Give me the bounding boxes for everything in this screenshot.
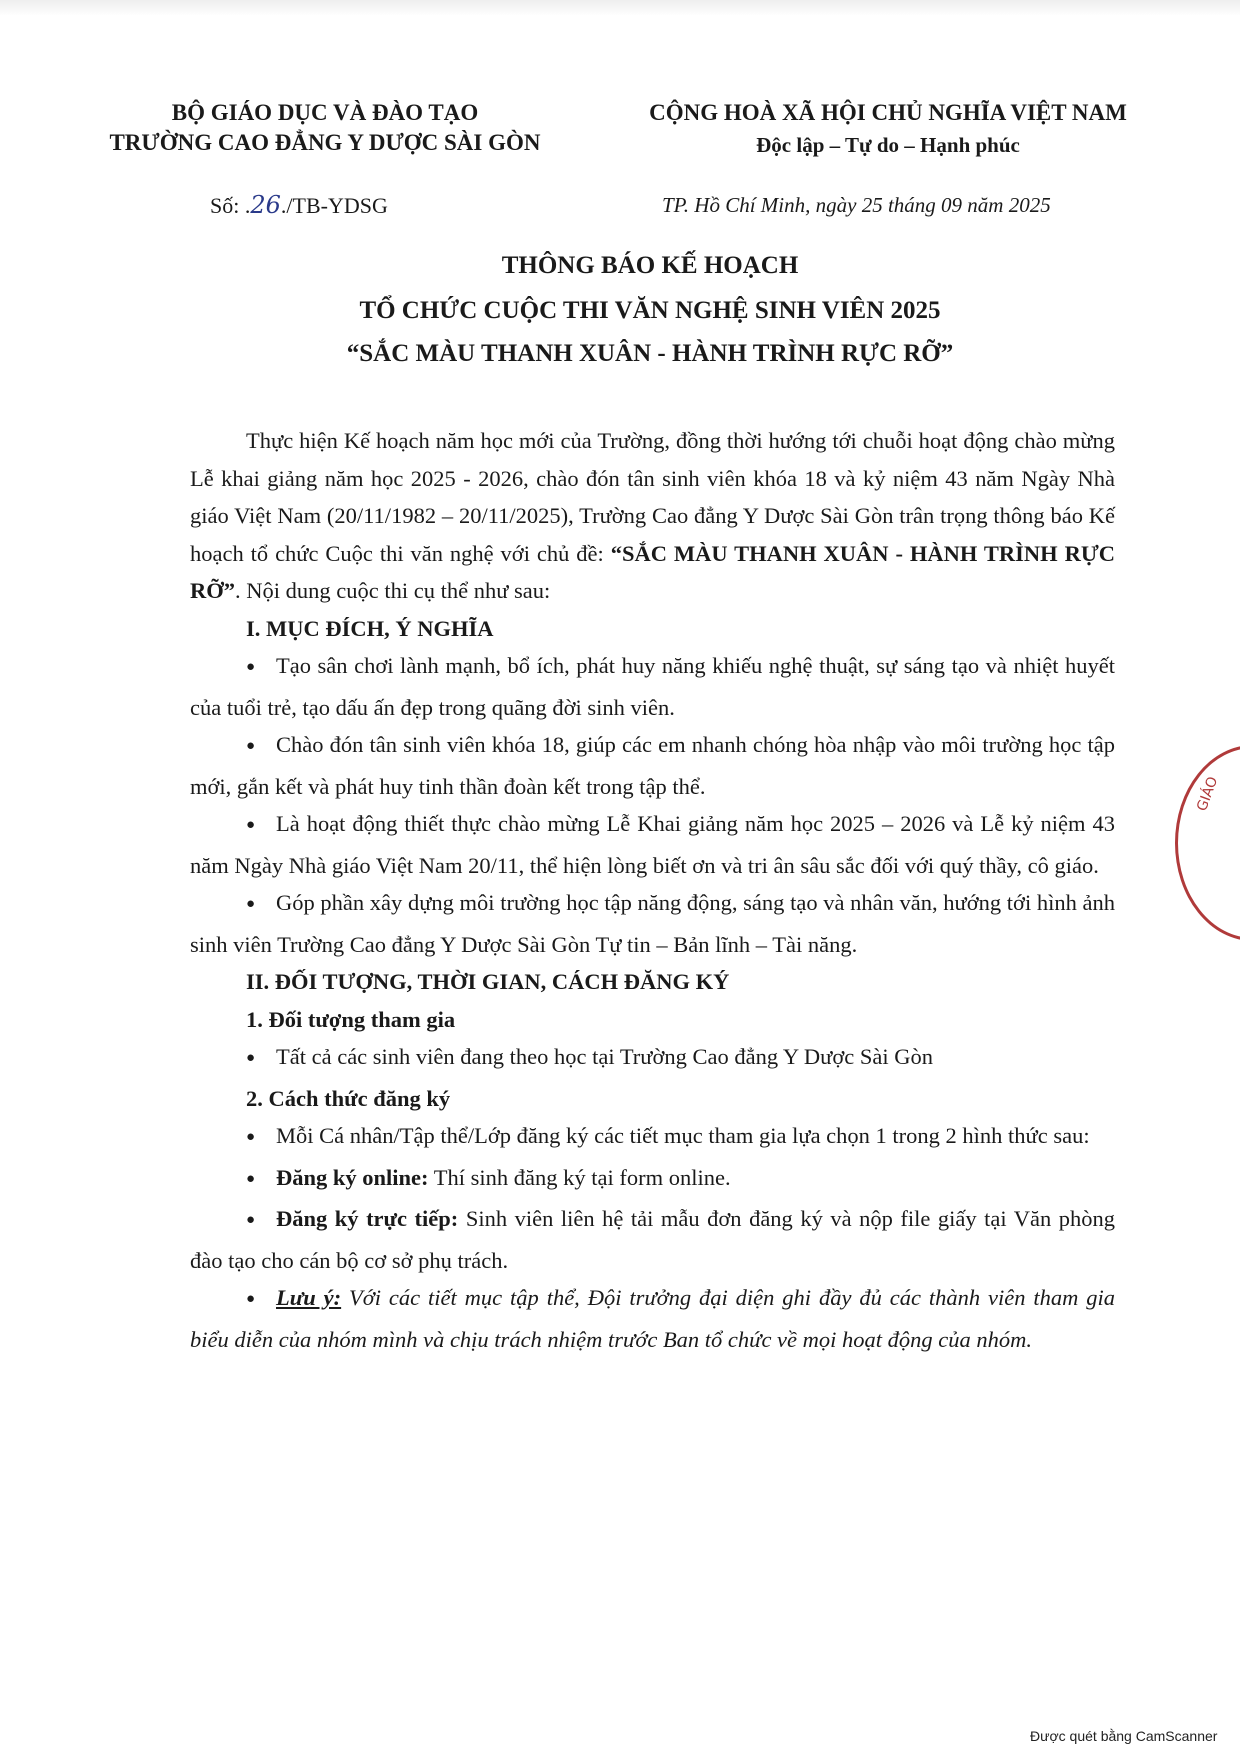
camscanner-footer: Được quét bằng CamScanner [1030, 1728, 1218, 1744]
section-1-heading: I. MỤC ĐÍCH, Ý NGHĨA [246, 615, 494, 641]
title-line-2: TỔ CHỨC CUỘC THI VĂN NGHỆ SINH VIÊN 2025 [359, 297, 941, 324]
registration-bullet: ●Mỗi Cá nhân/Tập thể/Lớp đăng ký các tiết mục tham gia lựa chọn 1 trong 2 hình thức sau: [190, 1117, 1115, 1159]
purpose-bullet: ●Là hoạt động thiết thực chào mừng Lễ Khai giảng năm học 2025 – 2026 và Lễ kỷ niệm 43 năm Ngày Nhà giáo Việt Nam 20/11, thể hiện lòng biết ơn và tri ân sâu sắc đối với quý thầy, cô giáo. [190, 805, 1115, 884]
number-label: Số: . [210, 193, 251, 218]
section-2-heading: II. ĐỐI TƯỢNG, THỜI GIAN, CÁCH ĐĂNG KÝ [246, 969, 730, 994]
title-line-1: THÔNG BÁO KẾ HOẠCH [501, 252, 799, 279]
online-registration: ●Đăng ký online: Thí sinh đăng ký tại form online. [190, 1159, 1115, 1201]
official-stamp [1175, 745, 1240, 941]
bullet-icon [246, 1117, 276, 1159]
purpose-bullet: ●Tạo sân chơi lành mạnh, bổ ích, phát huy năng khiếu nghệ thuật, sự sáng tạo và nhiệt huyết của tuổi trẻ, tạo dấu ấn đẹp trong quãng đời sinh viên. [190, 647, 1115, 726]
number-suffix: ./TB-YDSG [280, 193, 388, 218]
bullet-icon [246, 1159, 276, 1201]
bullet-icon [246, 1279, 276, 1321]
intro-paragraph: Thực hiện Kế hoạch năm học mới của Trường, đồng thời hướng tới chuỗi hoạt động chào mừng Lễ khai giảng năm học 2025 - 2026, chào đón tân sinh viên khóa 18 và kỷ niệm 43 năm Ngày Nhà giáo Việt Nam (20/11/1982 – 20/11/2025), Trường Cao đẳng Y Dược Sài Gòn trân trọng thông báo Kế hoạch tổ chức Cuộc thi văn nghệ với chủ đề: “SẮC MÀU THANH XUÂN - HÀNH TRÌNH RỰC RỠ”. Nội dung cuộc thi cụ thể như sau: [190, 428, 1115, 603]
stamp-text: GIÁO [1194, 774, 1222, 814]
ministry-name: BỘ GIÁO DỤC VÀ ĐÀO TẠO [171, 100, 479, 125]
title-line-3: “SẮC MÀU THANH XUÂN - HÀNH TRÌNH RỰC RỠ” [346, 340, 954, 367]
participants-heading: 1. Đối tượng tham gia [246, 1006, 456, 1032]
purpose-bullet: ●Góp phần xây dựng môi trường học tập năng động, sáng tạo và nhân văn, hướng tới hình ảnh sinh viên Trường Cao đẳng Y Dược Sài Gòn Tự tin – Bản lĩnh – Tài năng. [190, 884, 1115, 963]
bullet-icon [246, 1038, 276, 1080]
number-handwritten: 26 [250, 191, 281, 219]
republic-name: CỘNG HOÀ XÃ HỘI CHỦ NGHĨA VIỆT NAM [649, 100, 1127, 125]
participants-bullet: ●Tất cả các sinh viên đang theo học tại Trường Cao đẳng Y Dược Sài Gòn [190, 1038, 1115, 1080]
document-body [190, 422, 1115, 1358]
national-motto: Độc lập – Tự do – Hạnh phúc [756, 133, 1020, 157]
bullet-icon [246, 805, 276, 847]
bullet-icon [246, 884, 276, 926]
date-line: TP. Hồ Chí Minh, ngày 25 tháng 09 năm 2025 [662, 193, 1051, 217]
bullet-icon [246, 726, 276, 768]
contest-theme: “SẮC MÀU THANH XUÂN - HÀNH TRÌNH RỰC RỠ” [190, 540, 1115, 603]
bullet-icon [246, 647, 276, 689]
school-name: TRƯỜNG CAO ĐẲNG Y DƯỢC SÀI GÒN [109, 130, 541, 155]
scan-edge-shadow [0, 0, 1240, 16]
bullet-icon [246, 1200, 276, 1242]
registration-heading: 2. Cách thức đăng ký [246, 1085, 451, 1111]
direct-registration: ●Đăng ký trực tiếp: Sinh viên liên hệ tải mẫu đơn đăng ký và nộp file giấy tại Văn phòng đào tạo cho cán bộ cơ sở phụ trách. [190, 1200, 1115, 1279]
purpose-bullet: ●Chào đón tân sinh viên khóa 18, giúp các em nhanh chóng hòa nhập vào môi trường học tập mới, gắn kết và phát huy tinh thần đoàn kết trong tập thể. [190, 726, 1115, 805]
document-number [210, 191, 388, 219]
note-paragraph: ●Lưu ý: Với các tiết mục tập thể, Đội trưởng đại diện ghi đầy đủ các thành viên tham gia biểu diễn của nhóm mình và chịu trách nhiệm trước Ban tổ chức về mọi hoạt động của nhóm. [190, 1279, 1115, 1358]
